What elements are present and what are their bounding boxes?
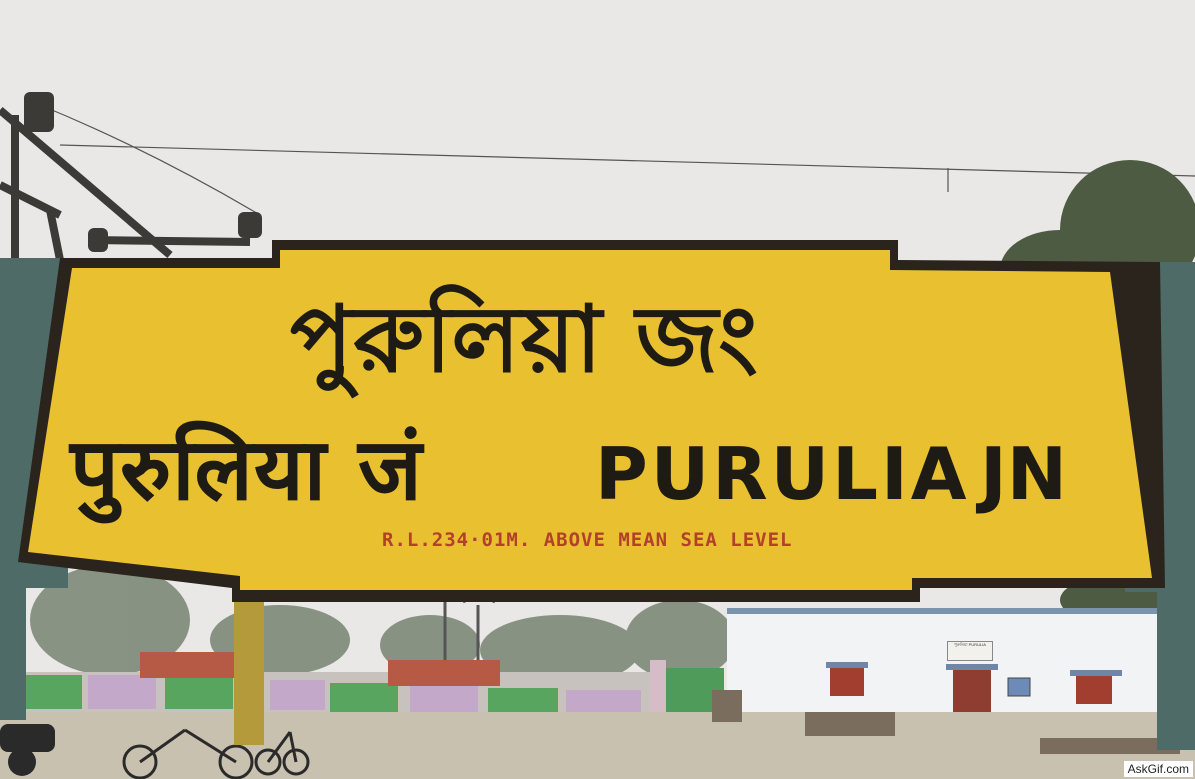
- ground: [0, 712, 1195, 779]
- station-name-english: PURULIA: [595, 432, 970, 516]
- station-suffix-english: JN: [980, 432, 1068, 516]
- red-shed-2: [388, 660, 500, 686]
- station-name-bengali: পুরুলিয়া জং: [290, 286, 759, 393]
- altitude-text: R.L.234·01M. ABOVE MEAN SEA LEVEL: [382, 529, 793, 551]
- red-shed: [140, 652, 240, 678]
- painted-wall: [0, 672, 650, 718]
- station-name-hindi: पुरुलिया जं: [70, 420, 423, 520]
- yellow-pole: [234, 585, 264, 745]
- watermark: AskGif.com: [1124, 761, 1193, 777]
- station-building-board: পুরুলিয়া PURULIA: [947, 641, 993, 661]
